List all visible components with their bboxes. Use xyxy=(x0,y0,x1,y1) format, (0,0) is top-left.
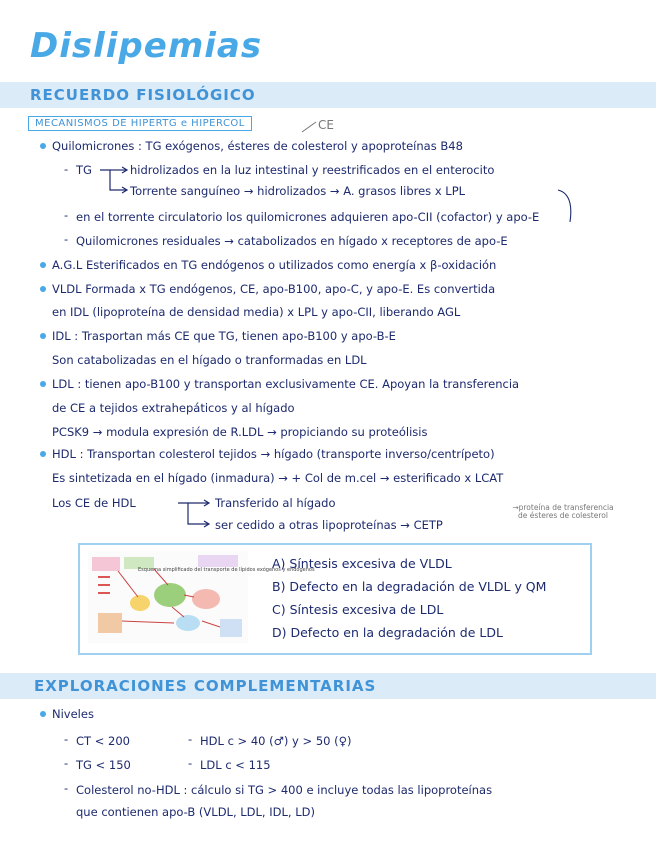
figure-options xyxy=(272,557,546,640)
dash: - xyxy=(64,162,69,176)
dash: - xyxy=(188,732,193,746)
ldl-line-3: PCSK9 → modula expresión de R.LDL → propiciando su proteólisis xyxy=(52,425,428,439)
cetp-note-line-2: de ésteres de colesterol xyxy=(518,511,608,520)
tg-value: TG < 150 xyxy=(76,758,131,772)
bullet xyxy=(40,711,46,717)
dash: - xyxy=(64,756,69,770)
hdl-branch-arrows xyxy=(178,498,214,528)
ct-value: CT < 200 xyxy=(76,734,130,748)
hdl-value: HDL c > 40 (♂) y > 50 (♀) xyxy=(200,734,352,748)
option-c: C) Síntesis excesiva de LDL xyxy=(272,602,444,617)
bullet xyxy=(40,451,46,457)
bullet xyxy=(40,333,46,339)
bullet xyxy=(40,381,46,387)
ldl-line-2: de CE a tejidos extrahepáticos y al hígado xyxy=(52,401,295,415)
dash: - xyxy=(64,732,69,746)
ldl-value: LDL c < 115 xyxy=(200,758,271,772)
mechanisms-label: MECANISMOS DE HIPERTG e HIPERCOL xyxy=(28,116,252,131)
cetp-note-line-1: →proteína de transferencia xyxy=(512,503,614,512)
dash: - xyxy=(64,208,69,222)
tg-label: TG xyxy=(76,163,92,177)
hdl-branch-1: Transferido al hígado xyxy=(215,496,336,510)
niveles-label: Niveles xyxy=(52,707,94,721)
quilomicrones-line xyxy=(52,139,463,153)
hdl-branch-2: ser cedido a otras lipoproteínas → CETP xyxy=(215,518,443,532)
option-b: B) Defecto en la degradación de VLDL y QM xyxy=(272,579,547,594)
bullet xyxy=(40,286,46,292)
ce-pointer-arrow xyxy=(300,120,320,134)
dash: - xyxy=(64,232,69,246)
figure-caption: Esquema simplificado del transporte de lípidos exógenos y endógenos xyxy=(138,567,315,573)
tg-branch-arrows xyxy=(100,166,130,196)
cetp-note xyxy=(498,504,628,520)
idl-line-2: Son catabolizadas en el hígado o tranformadas en LDL xyxy=(52,353,367,367)
hdl-line-3-label: Los CE de HDL xyxy=(52,496,136,510)
ldl-line-1: LDL : tienen apo-B100 y transportan exclusivamente CE. Apoyan la transferencia xyxy=(52,377,520,391)
residuales-line: Quilomicrones residuales → catabolizados en hígado x receptores de apo-E xyxy=(76,234,508,248)
dash: - xyxy=(64,781,69,795)
hdl-line-2: Es sintetizada en el hígado (inmadura) → + Col de m.cel → esterificado x LCAT xyxy=(52,471,504,485)
vldl-line-2: en IDL (lipoproteína de densidad media) x LPL y apo-CII, liberando AGL xyxy=(52,305,461,319)
torrente-line: en el torrente circulatorio los quilomicrones adquieren apo-CII (cofactor) y apo-E xyxy=(76,210,540,224)
quilomicrones-label: Quilomicrones : xyxy=(52,139,142,153)
vldl-line-1: VLDL Formada x TG endógenos, CE, apo-B100, apo-C, y apo-E. Es convertida xyxy=(52,282,496,296)
section-band-exploraciones xyxy=(0,673,656,699)
section-heading-recuerdo: RECUERDO FISIOLÓGICO xyxy=(30,86,256,104)
lipid-transport-diagram xyxy=(88,551,248,643)
hdl-line-1: HDL : Transportan colesterol tejidos → hígado (transporte inverso/centrípeto) xyxy=(52,447,495,461)
lpl-curve-arrow xyxy=(548,186,588,226)
colesterol-line-1: Colesterol no-HDL : cálculo si TG > 400 e incluye todas las lipoproteínas xyxy=(76,783,493,797)
idl-line-1: IDL : Trasportan más CE que TG, tienen apo-B100 y apo-B-E xyxy=(52,329,396,343)
ce-note: CE xyxy=(318,118,334,132)
page-title: Dislipemias xyxy=(30,26,263,66)
colesterol-line-2: que contienen apo-B (VLDL, LDL, IDL, LD) xyxy=(76,805,315,819)
section-heading-exploraciones: EXPLORACIONES COMPLEMENTARIAS xyxy=(34,677,377,695)
option-a: A) Síntesis excesiva de VLDL xyxy=(272,556,452,571)
bullet xyxy=(40,143,46,149)
agl-line: A.G.L Esterificados en TG endógenos o utilizados como energía x β-oxidación xyxy=(52,258,497,272)
tg-line-1: hidrolizados en la luz intestinal y reestrificados en el enterocito xyxy=(130,163,495,177)
option-d: D) Defecto en la degradación de LDL xyxy=(272,625,503,640)
tg-line-2: Torrente sanguíneo → hidrolizados → A. grasos libres x LPL xyxy=(130,184,466,198)
quilomicrones-text: TG exógenos, ésteres de colesterol y apoproteínas B48 xyxy=(145,139,463,153)
dash: - xyxy=(188,756,193,770)
bullet xyxy=(40,262,46,268)
section-band-recuerdo xyxy=(0,82,656,108)
